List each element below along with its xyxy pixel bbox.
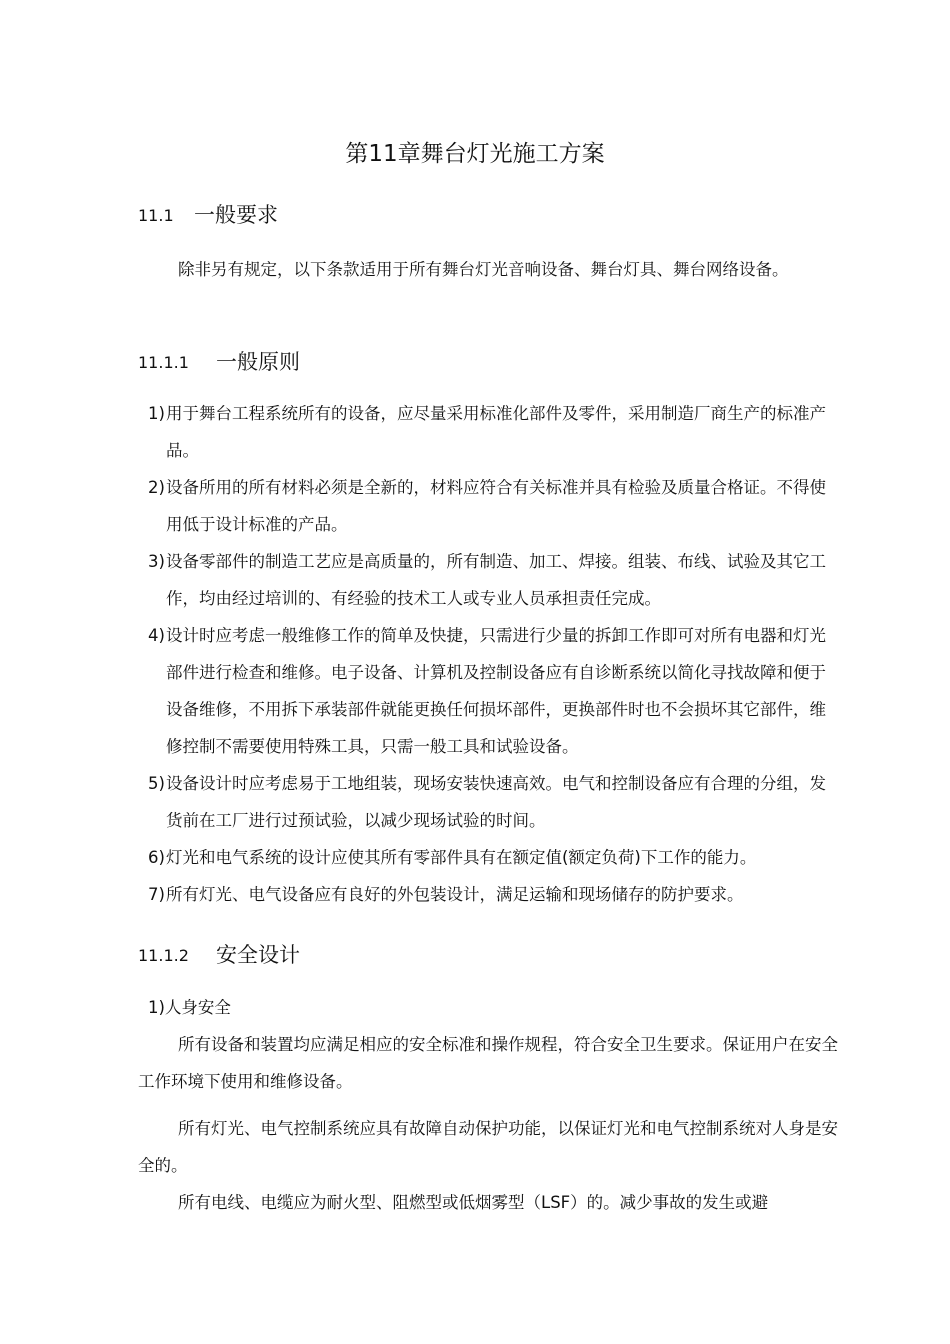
list-marker: 4) [148, 626, 165, 645]
sub-heading-personal-safety: 1)人身安全 [148, 998, 231, 1017]
principle-item-5 [148, 765, 838, 839]
paragraph-text: 除非另有规定，以下条款适用于所有舞台灯光音响设备、舞台灯具、舞台网络设备。 [178, 260, 789, 279]
section-heading-11-1-2 [138, 940, 300, 971]
paragraph-text: 所有电线、电缆应为耐火型、阻燃型或低烟雾型（LSF）的。减少事故的发生或避 [178, 1193, 769, 1212]
list-text: 灯光和电气系统的设计应使其所有零部件具有在额定值(额定负荷)下工作的能力。 [166, 848, 757, 867]
section-heading-11-1-1 [138, 347, 300, 378]
list-text: 所有灯光、电气设备应有良好的外包装设计，满足运输和现场储存的防护要求。 [166, 885, 744, 904]
section-title: 一般要求 [194, 203, 278, 227]
safety-paragraph-2 [138, 1110, 838, 1184]
principle-item-7 [148, 876, 838, 913]
section-number: 11.1 [138, 206, 174, 225]
section-number: 11.1.2 [138, 946, 189, 965]
chapter-title: 第11章舞台灯光施工方案 [345, 141, 605, 167]
safety-paragraph-3 [138, 1184, 838, 1221]
principle-item-1 [148, 395, 838, 469]
list-text: 设备设计时应考虑易于工地组装，现场安装快速高效。电气和控制设备应有合理的分组，发货前在工厂进行过预试验，以减少现场试验的时间。 [166, 774, 826, 830]
principle-item-2 [148, 469, 838, 543]
paragraph-text: 所有灯光、电气控制系统应具有故障自动保护功能，以保证灯光和电气控制系统对人身是安全的。 [138, 1119, 838, 1175]
list-marker: 5) [148, 774, 165, 793]
safety-paragraph-1 [138, 1026, 838, 1100]
list-text: 设备所用的所有材料必须是全新的，材料应符合有关标准并具有检验及质量合格证。不得使用低于设计标准的产品。 [166, 478, 826, 534]
list-text: 设备零部件的制造工艺应是高质量的，所有制造、加工、焊接。组装、布线、试验及其它工作，均由经过培训的、有经验的技术工人或专业人员承担责任完成。 [166, 552, 826, 608]
section-title: 一般原则 [216, 350, 300, 374]
list-marker: 2) [148, 478, 165, 497]
section-number: 11.1.1 [138, 353, 189, 372]
list-marker: 6) [148, 848, 165, 867]
section-heading-11-1 [138, 200, 278, 231]
principle-item-6 [148, 839, 838, 876]
list-text: 用于舞台工程系统所有的设备，应尽量采用标准化部件及零件，采用制造厂商生产的标准产品。 [166, 404, 826, 460]
list-marker: 1) [148, 404, 165, 423]
principle-item-3 [148, 543, 838, 617]
principle-item-4 [148, 617, 838, 765]
paragraph-text: 所有设备和装置均应满足相应的安全标准和操作规程，符合安全卫生要求。保证用户在安全工作环境下使用和维修设备。 [138, 1035, 838, 1091]
list-marker: 7) [148, 885, 165, 904]
section-11-1-paragraph [138, 251, 838, 288]
list-text: 设计时应考虑一般维修工作的简单及快捷，只需进行少量的拆卸工作即可对所有电器和灯光部件进行检查和维修。电子设备、计算机及控制设备应有自诊断系统以简化寻找故障和便于设备维修，不用拆下承装部件就能更换任何损坏部件，更换部件时也不会损坏其它部件，维修控制不需要使用特殊工具，只需一般工具和试验设备。 [166, 626, 826, 756]
section-title: 安全设计 [216, 943, 300, 967]
list-marker: 3) [148, 552, 165, 571]
